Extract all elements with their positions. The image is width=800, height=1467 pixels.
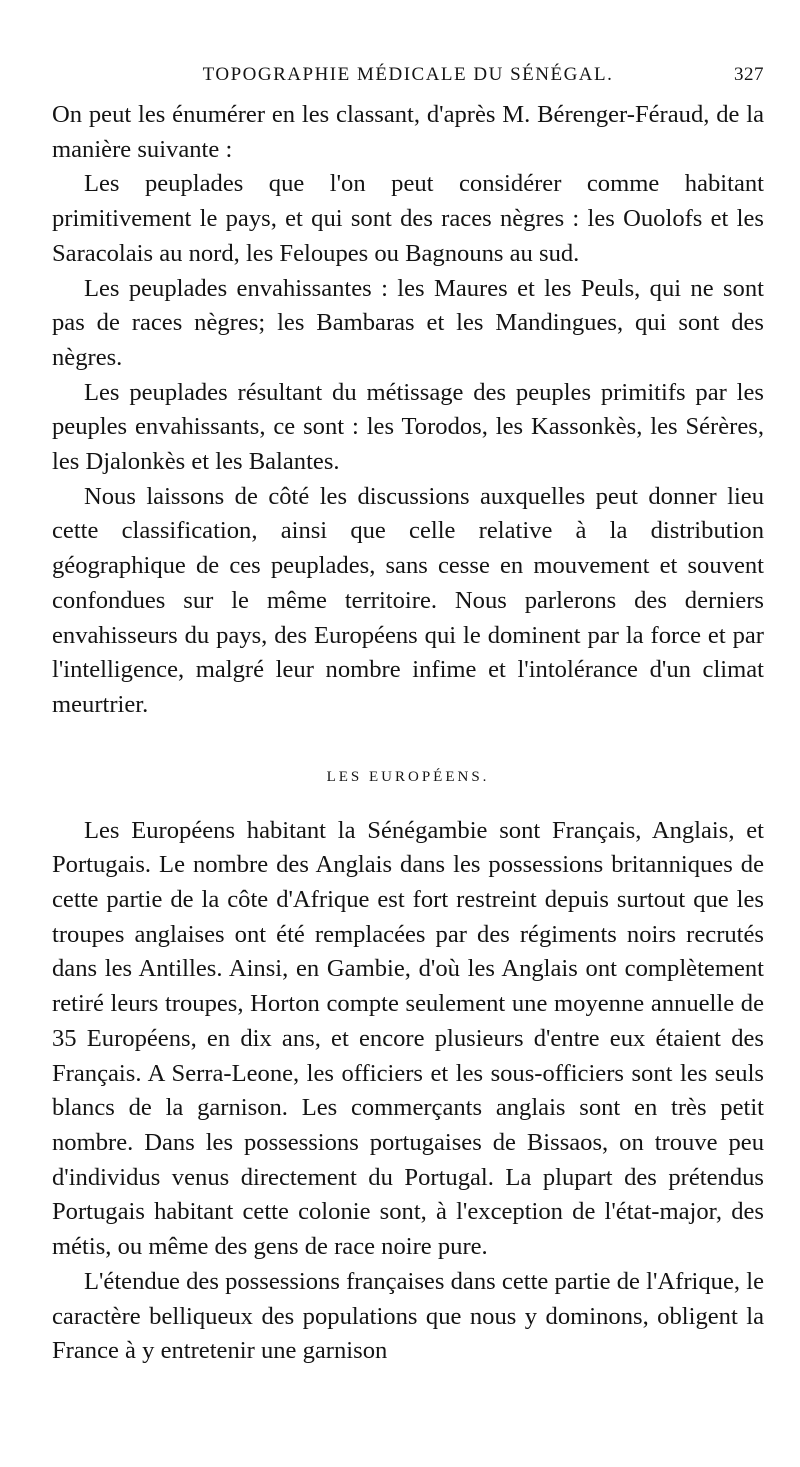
page xyxy=(52,58,764,1369)
paragraph: On peut les énumérer en les classant, d'après M. Bérenger-Féraud, de la manière suivante : xyxy=(52,101,764,163)
section-heading: LES EUROPÉENS. xyxy=(326,768,490,785)
body-text xyxy=(52,98,764,1369)
paragraph: L'étendue des possessions françaises dans cette partie de l'Afrique, le caractère belliqueux des populations que nous y dominons, obligent la France à y entretenir une garnison xyxy=(52,1267,764,1365)
paragraph: Les Européens habitant la Sénégambie sont Français, Anglais, et Portugais. Le nombre des Anglais dans les possessions britanniques de cette partie de la côte d'Afrique est fort restreint depuis surtout que les troupes anglaises ont été remplacées par des régiments noirs recrutés dans les Antilles. Ainsi, en Gambie, d'où les Anglais ont complètement retiré leurs troupes, Horton compte seulement une moyenne annuelle de 35 Européens, en dix ans, et encore plusieurs d'entre eux étaient des Français. A Serra-Leone, les officiers et les sous-officiers sont les seuls blancs de la garnison. Les commerçants anglais sont en très petit nombre. Dans les possessions portugaises de Bissaos, on trouve peu d'individus venus directement du Portugal. La plupart des prétendus Portugais habitant cette colonie sont, à l'exception de l'état-major, des métis, ou même des gens de race noire pure. xyxy=(52,816,764,1261)
paragraph: Les peuplades résultant du métissage des peuples primitifs par les peuples envahissants, ce sont : les Torodos, les Kassonkès, les Sérères, les Djalonkès et les Balantes. xyxy=(52,378,764,476)
paragraph: Les peuplades envahissantes : les Maures et les Peuls, qui ne sont pas de races nègres; les Bambaras et les Mandingues, qui sont des nègres. xyxy=(52,274,764,371)
running-head xyxy=(52,58,764,98)
paragraph: Nous laissons de côté les discussions auxquelles peut donner lieu cette classification, ainsi que celle relative à la distribution géographique de ces peuplades, sans cesse en mouvement et souvent confondues sur le même territoire. Nous parlerons des derniers envahisseurs du pays, des Européens qui le dominent par la force et par l'intelligence, malgré leur nombre infime et l'intolérance d'un climat meurtrier. xyxy=(52,482,764,718)
running-title: TOPOGRAPHIE MÉDICALE DU SÉNÉGAL. xyxy=(202,64,614,85)
paragraph: Les peuplades que l'on peut considérer comme habitant primitivement le pays, et qui sont des races nègres : les Ouolofs et les Saracolais au nord, les Feloupes ou Bagnouns au sud. xyxy=(52,170,764,267)
page-number: 327 xyxy=(734,64,764,85)
